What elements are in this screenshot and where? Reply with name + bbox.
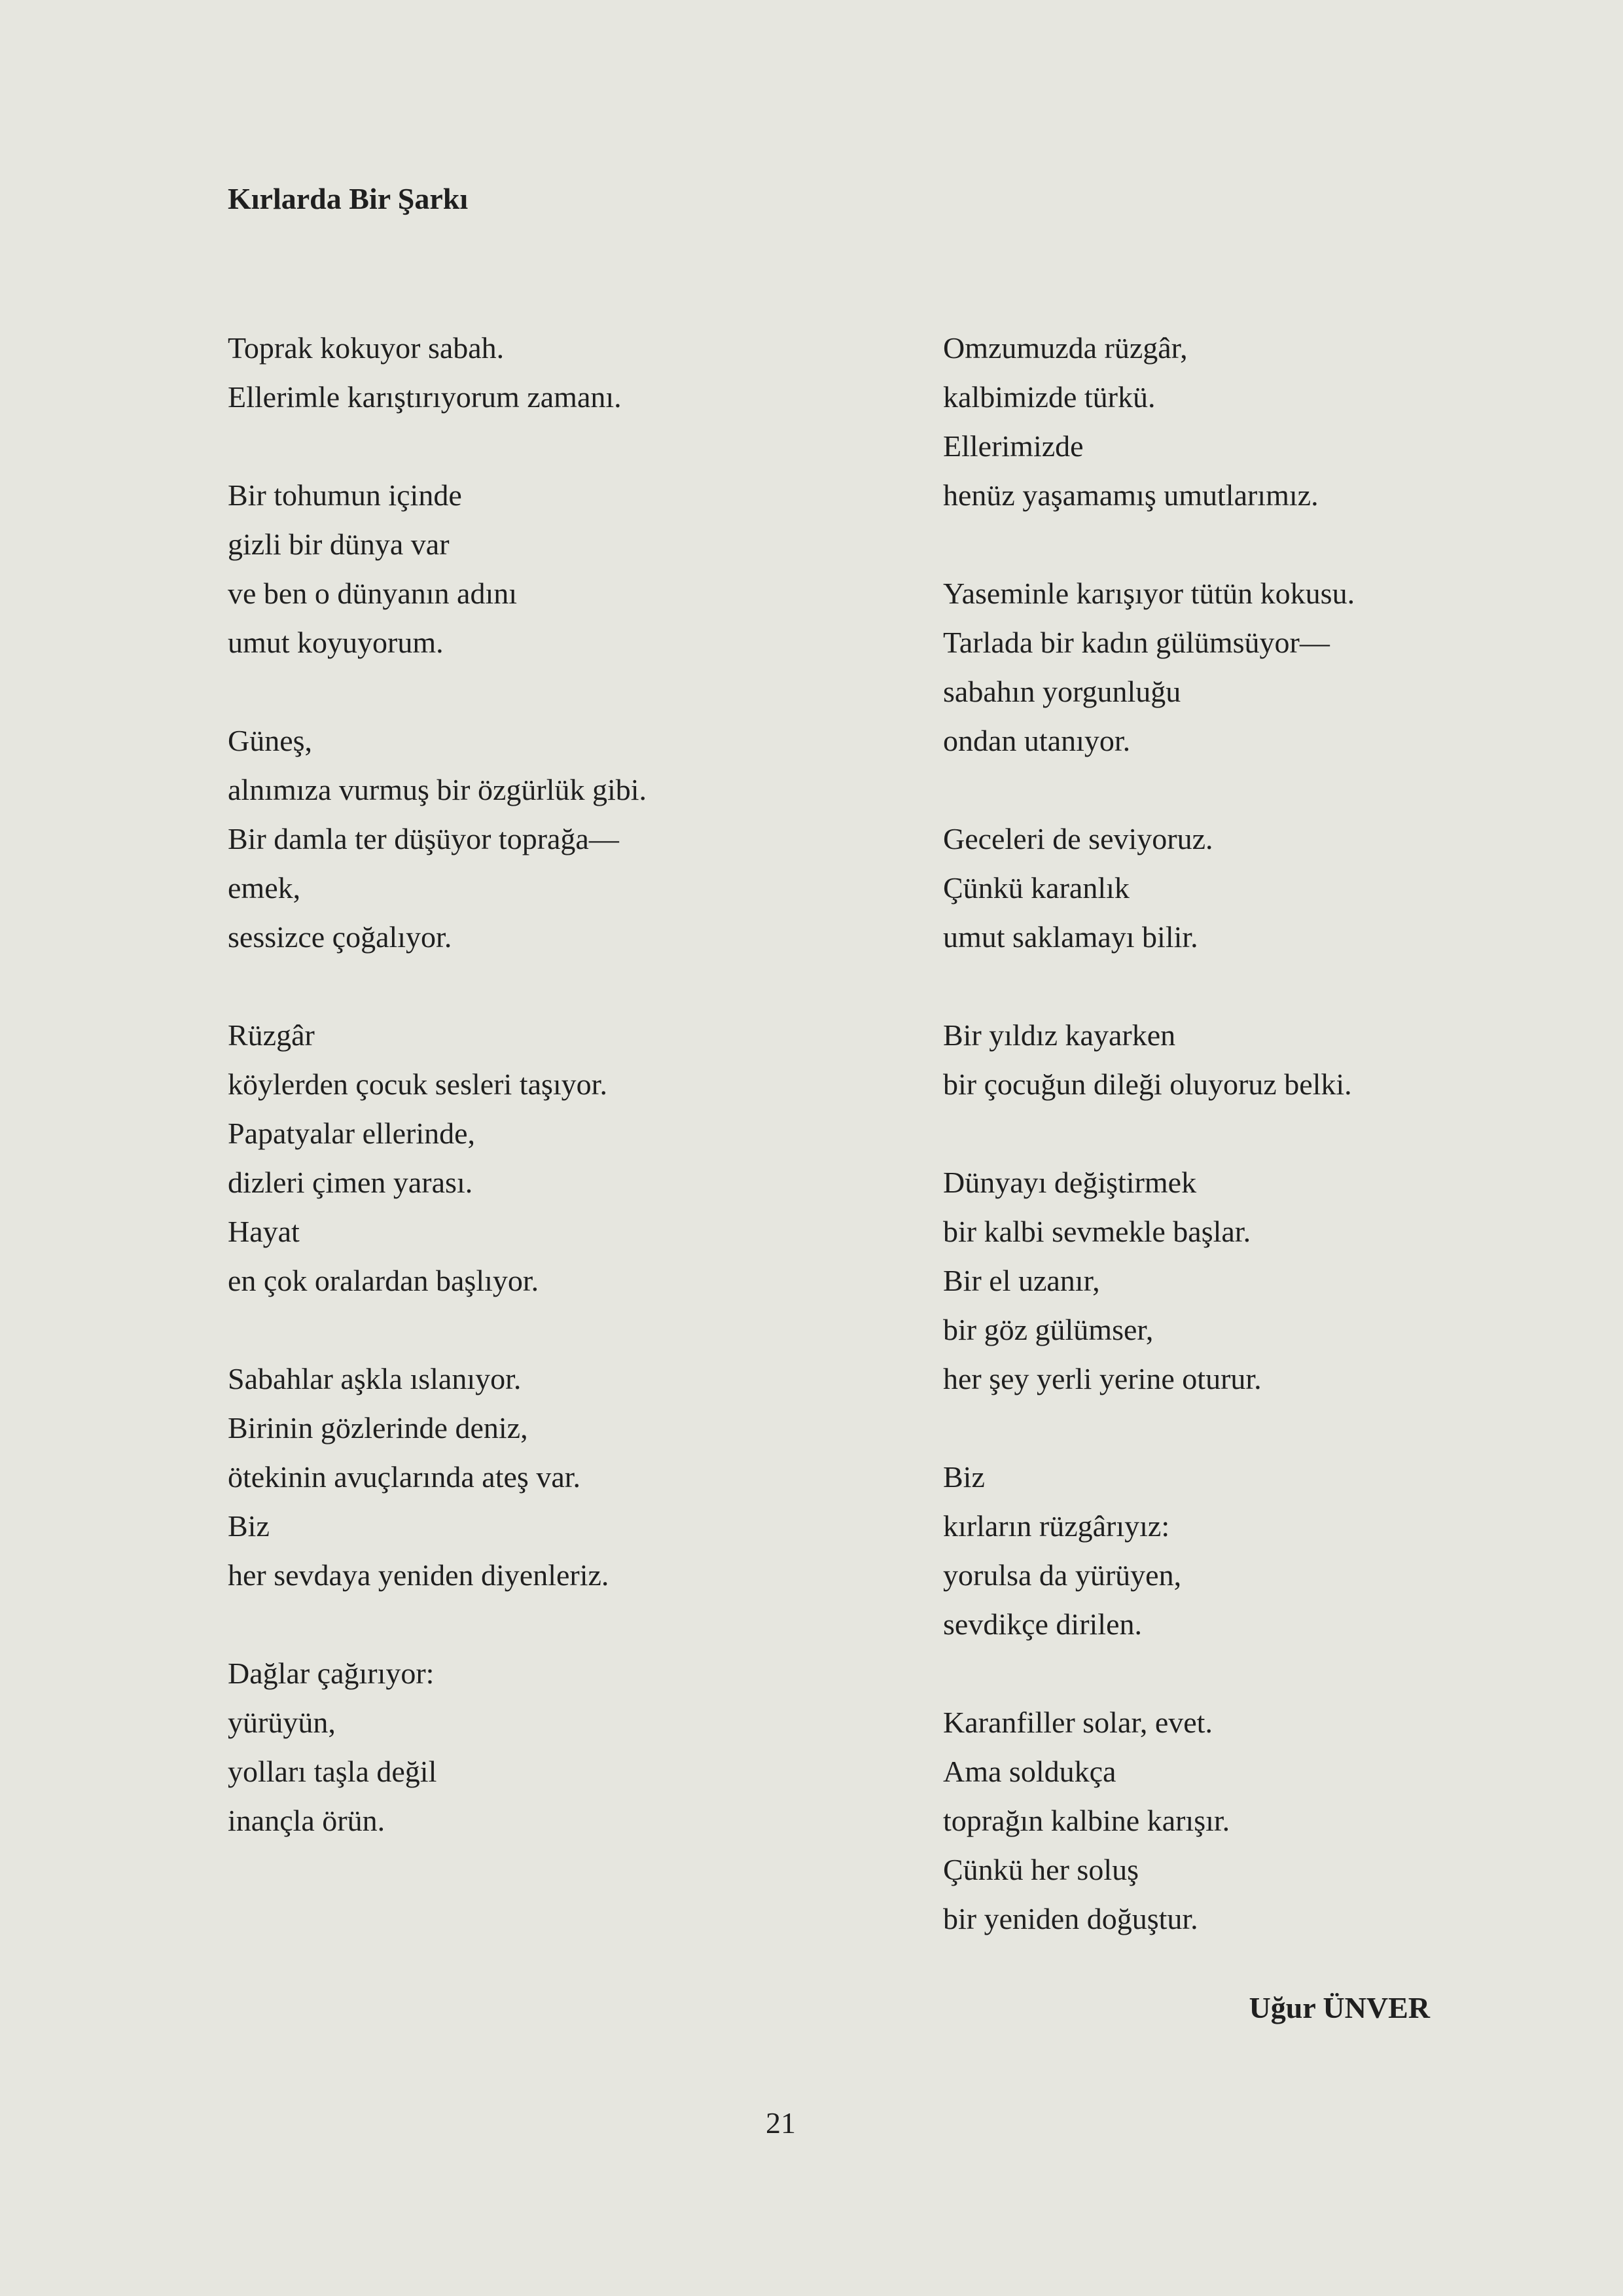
stanza xyxy=(943,1698,1597,1943)
poem-line: en çok oralardan başlıyor. xyxy=(228,1264,539,1297)
poem-line: kalbimizde türkü. xyxy=(943,380,1156,414)
poem-line: her şey yerli yerine oturur. xyxy=(943,1362,1262,1395)
poem-line: Bir tohumun içinde xyxy=(228,478,462,512)
poem-line: umut saklamayı bilir. xyxy=(943,920,1198,954)
poem-line: gizli bir dünya var xyxy=(228,528,450,561)
poem-line: Bir el uzanır, xyxy=(943,1264,1100,1297)
poem-line: Çünkü karanlık xyxy=(943,871,1130,905)
stanza xyxy=(228,471,882,667)
poem-line: Papatyalar ellerinde, xyxy=(228,1117,476,1150)
poem-line: alnımıza vurmuş bir özgürlük gibi. xyxy=(228,773,647,806)
poem-line: Rüzgâr xyxy=(228,1018,315,1052)
poem-line: Güneş, xyxy=(228,724,313,757)
poem-line: ondan utanıyor. xyxy=(943,724,1131,757)
poem-line: dizleri çimen yarası. xyxy=(228,1166,473,1199)
poem-left-column xyxy=(228,323,882,1894)
poem-line: inançla örün. xyxy=(228,1804,385,1837)
poem-line: kırların rüzgârıyız: xyxy=(943,1509,1170,1543)
poem-line: Birinin gözlerinde deniz, xyxy=(228,1411,528,1444)
poem-line: yolları taşla değil xyxy=(228,1755,437,1788)
stanza xyxy=(943,323,1597,520)
poem-line: Omzumuzda rüzgâr, xyxy=(943,331,1188,365)
poem-line: Yaseminle karışıyor tütün kokusu. xyxy=(943,577,1355,610)
poem-line: Tarlada bir kadın gülümsüyor— xyxy=(943,626,1330,659)
poem-line: köylerden çocuk sesleri taşıyor. xyxy=(228,1067,607,1101)
poem-line: Ama soldukça xyxy=(943,1755,1116,1788)
poem-line: Dağlar çağırıyor: xyxy=(228,1657,435,1690)
poem-line: Ellerimle karıştırıyorum zamanı. xyxy=(228,380,622,414)
poem-right-column xyxy=(943,323,1597,1992)
poem-line: Dünyayı değiştirmek xyxy=(943,1166,1197,1199)
stanza xyxy=(943,814,1597,961)
poem-line: sessizce çoğalıyor. xyxy=(228,920,452,954)
poem-line: sevdikçe dirilen. xyxy=(943,1607,1143,1641)
stanza xyxy=(228,1011,882,1305)
poem-line: ve ben o dünyanın adını xyxy=(228,577,518,610)
poem-line: bir kalbi sevmekle başlar. xyxy=(943,1215,1251,1248)
poem-line: Biz xyxy=(228,1509,270,1543)
stanza xyxy=(228,716,882,961)
poem-line: Biz xyxy=(943,1460,985,1494)
poem-line: bir göz gülümser, xyxy=(943,1313,1154,1346)
poem-line: sabahın yorgunluğu xyxy=(943,675,1181,708)
stanza xyxy=(943,569,1597,765)
poem-line: toprağın kalbine karışır. xyxy=(943,1804,1230,1837)
poem-line: Sabahlar aşkla ıslanıyor. xyxy=(228,1362,522,1395)
stanza xyxy=(228,1354,882,1600)
poem-line: emek, xyxy=(228,871,301,905)
stanza xyxy=(228,1649,882,1845)
poem-line: her sevdaya yeniden diyenleriz. xyxy=(228,1558,609,1592)
poem-line: yürüyün, xyxy=(228,1706,336,1739)
stanza xyxy=(228,323,882,422)
stanza xyxy=(943,1452,1597,1649)
poem-title: Kırlarda Bir Şarkı xyxy=(228,182,469,215)
poem-line: bir çocuğun dileği oluyoruz belki. xyxy=(943,1067,1352,1101)
poem-line: yorulsa da yürüyen, xyxy=(943,1558,1182,1592)
poem-line: Karanfiller solar, evet. xyxy=(943,1706,1213,1739)
poem-line: Bir damla ter düşüyor toprağa— xyxy=(228,822,619,855)
poem-line: Çünkü her soluş xyxy=(943,1853,1139,1886)
poem-line: henüz yaşamamış umutlarımız. xyxy=(943,478,1319,512)
stanza xyxy=(943,1158,1597,1403)
poem-author: Uğur ÜNVER xyxy=(1249,1991,1430,2024)
poem-line: Ellerimizde xyxy=(943,429,1084,463)
page-number: 21 xyxy=(766,2106,796,2140)
poem-line: Toprak kokuyor sabah. xyxy=(228,331,505,365)
poem-line: umut koyuyorum. xyxy=(228,626,444,659)
poem-line: Bir yıldız kayarken xyxy=(943,1018,1176,1052)
poem-line: Geceleri de seviyoruz. xyxy=(943,822,1213,855)
stanza xyxy=(943,1011,1597,1109)
poem-line: bir yeniden doğuştur. xyxy=(943,1902,1198,1935)
poem-line: Hayat xyxy=(228,1215,300,1248)
poem-line: ötekinin avuçlarında ateş var. xyxy=(228,1460,581,1494)
